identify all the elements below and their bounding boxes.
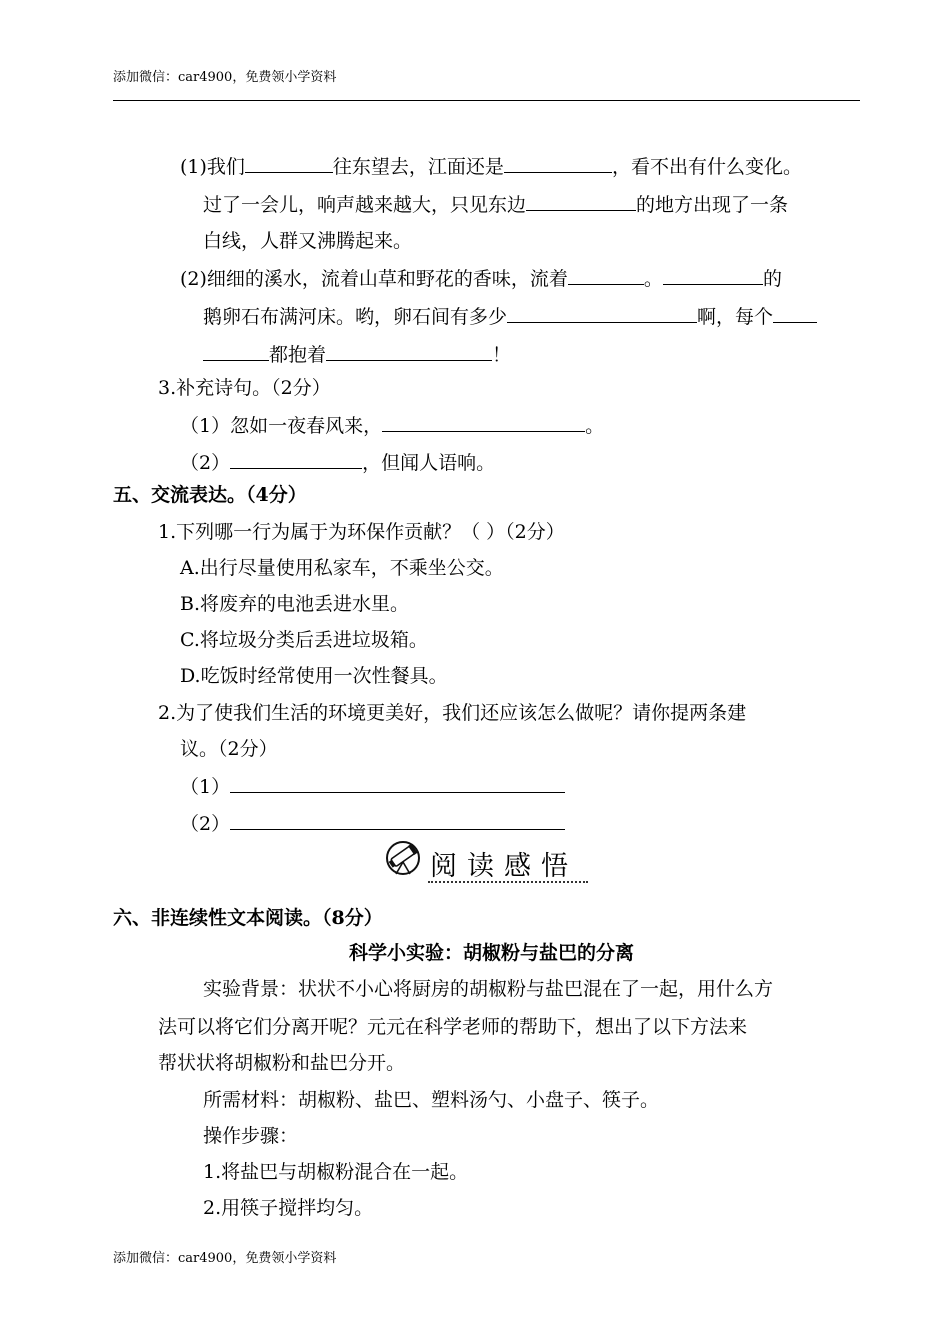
text: 都抱着 xyxy=(269,344,327,366)
text: ！ xyxy=(492,344,512,366)
text: （2） xyxy=(180,452,231,474)
question-3-title: 3.补充诗句。（2分） xyxy=(158,377,331,399)
fill-item-1-line-3: 白线，人群又沸腾起来。 xyxy=(203,230,413,252)
fill-item-1-line-1 xyxy=(180,152,802,180)
materials-line: 所需材料：胡椒粉、盐巴、塑料汤勺、小盘子、筷子。 xyxy=(203,1089,660,1111)
answer-blank[interactable] xyxy=(326,340,492,361)
header-rule xyxy=(113,100,860,101)
fill-item-2-line-1 xyxy=(180,264,782,292)
steps-label: 操作步骤： xyxy=(203,1125,299,1147)
answer-blank[interactable] xyxy=(526,190,636,211)
article-title: 科学小实验：胡椒粉与盐巴的分离 xyxy=(349,942,635,964)
option-a: A.出行尽量使用私家车，不乘坐公交。 xyxy=(180,557,504,579)
section-5-q2-item-1 xyxy=(180,772,565,800)
answer-blank[interactable] xyxy=(507,302,697,323)
text: 的地方出现了一条 xyxy=(636,194,789,216)
step-1: 1.将盐巴与胡椒粉混合在一起。 xyxy=(203,1161,469,1183)
answer-blank[interactable] xyxy=(245,152,333,173)
section-5-q2-stem-line-2: 议。（2分） xyxy=(180,738,278,760)
text: 过了一会儿，响声越来越大，只见东边 xyxy=(203,194,527,216)
section-5-q2-item-2 xyxy=(180,809,565,837)
answer-blank[interactable] xyxy=(230,448,362,469)
section-6-title: 六、非连续性文本阅读。（8分） xyxy=(113,907,383,929)
answer-blank[interactable] xyxy=(203,340,269,361)
text: ，但闻人语响。 xyxy=(362,452,496,474)
section-5-q2-stem-line-1: 2.为了使我们生活的环境更美好，我们还应该怎么做呢？请你提两条建 xyxy=(158,702,747,724)
answer-blank[interactable] xyxy=(382,411,585,432)
text: （1） xyxy=(180,776,231,798)
text: 啊，每个 xyxy=(697,306,774,328)
answer-blank[interactable] xyxy=(504,152,612,173)
text: ，看不出有什么变化。 xyxy=(611,156,802,178)
text: （1）忽如一夜春风来， xyxy=(180,415,383,437)
option-b: B.将废弃的电池丢进水里。 xyxy=(180,593,410,615)
answer-blank[interactable] xyxy=(230,809,565,830)
fill-item-2-line-2 xyxy=(203,302,817,330)
step-2: 2.用筷子搅拌均匀。 xyxy=(203,1197,374,1219)
background-line-3: 帮状状将胡椒粉和盐巴分开。 xyxy=(158,1052,406,1074)
background-line-1: 实验背景：状状不小心将厨房的胡椒粉与盐巴混在了一起，用什么方 xyxy=(203,978,774,1000)
text: （2） xyxy=(180,813,231,835)
text: (1)我们 xyxy=(180,156,245,178)
background-line-2: 法可以将它们分离开呢？元元在科学老师的帮助下，想出了以下方法来 xyxy=(158,1016,748,1038)
option-d: D.吃饭时经常使用一次性餐具。 xyxy=(180,665,448,687)
page-footer: 添加微信：car4900，免费领小学资料 xyxy=(113,1251,337,1266)
section-5-q1-stem: 1.下列哪一行为属于为环保作贡献？（ ）（2分） xyxy=(158,521,565,543)
text: 。 xyxy=(643,268,663,290)
text: 鹅卵石布满河床。哟，卵石间有多少 xyxy=(203,306,508,328)
text: 的 xyxy=(762,268,782,290)
telescope-icon xyxy=(385,838,425,882)
section-5-title: 五、交流表达。（4分） xyxy=(113,484,307,506)
question-3-item-1 xyxy=(180,411,604,439)
fill-item-2-line-3 xyxy=(203,340,511,368)
fill-item-1-line-2 xyxy=(203,190,788,218)
text: 往东望去，江面还是 xyxy=(332,156,504,178)
banner-title: 阅读感悟 xyxy=(430,851,578,882)
banner-underline xyxy=(428,881,588,883)
answer-blank[interactable] xyxy=(663,264,763,285)
text: (2)细细的溪水，流着山草和野花的香味，流着 xyxy=(180,268,568,290)
answer-blank[interactable] xyxy=(568,264,644,285)
option-c: C.将垃圾分类后丢进垃圾箱。 xyxy=(180,629,428,651)
text: 。 xyxy=(585,415,605,437)
page-header: 添加微信：car4900，免费领小学资料 xyxy=(113,70,337,85)
question-3-item-2 xyxy=(180,448,495,476)
answer-blank[interactable] xyxy=(230,772,565,793)
answer-blank[interactable] xyxy=(773,302,817,323)
